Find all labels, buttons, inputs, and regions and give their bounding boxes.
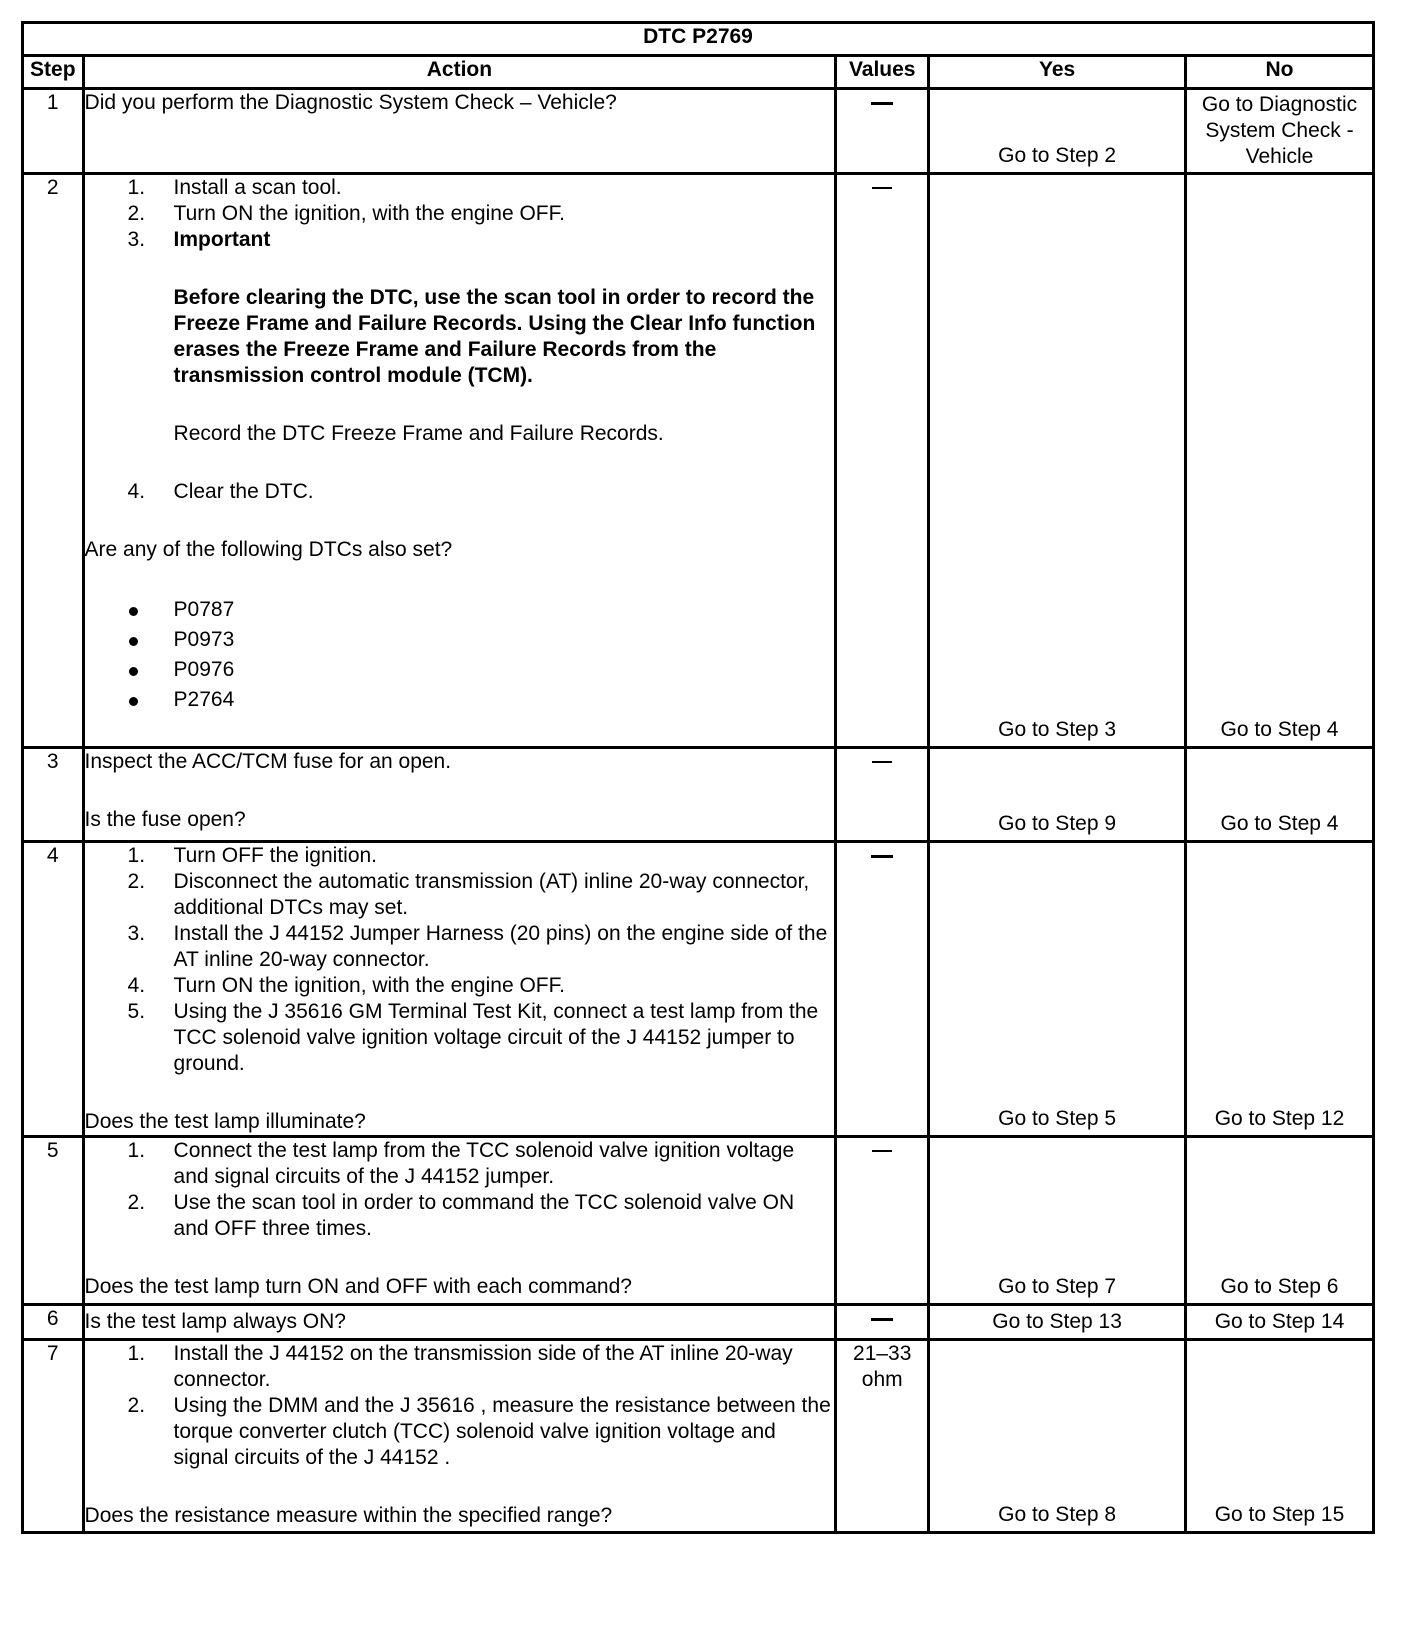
step-number: 1: [23, 89, 84, 174]
important-label: Important: [173, 228, 271, 251]
table-title: DTC P2769: [23, 23, 1374, 56]
header-yes: Yes: [929, 56, 1186, 89]
action-question: Are any of the following DTCs also set?: [84, 538, 453, 561]
list-item: [85, 843, 835, 869]
action-question: Does the resistance measure within the specified range?: [84, 1504, 613, 1527]
dtc-list-item: [85, 625, 835, 655]
dtc-code: P0973: [173, 628, 235, 651]
table-row-step-1: [23, 89, 1374, 174]
action-cell: [83, 1340, 836, 1533]
yes-cell: [929, 842, 1186, 1137]
list-text: Turn ON the ignition, with the engine OFF.: [173, 202, 565, 225]
list-text: Connect the test lamp from the TCC solenoid valve ignition voltage and signal circuits of the J 44152 jumper.: [173, 1139, 795, 1188]
bullet-icon: [129, 637, 138, 646]
dtc-table-container: [21, 21, 1375, 1534]
yes-cell: [929, 1305, 1186, 1340]
list-item: [85, 479, 835, 505]
list-text: Using the J 35616 GM Terminal Test Kit, connect a test lamp from the TCC solenoid valve ignition voltage circuit of the J 44152 jumper to ground.: [173, 1000, 819, 1075]
list-item: [85, 973, 835, 999]
list-text: Clear the DTC.: [173, 480, 314, 503]
action-steps-continued: [85, 479, 835, 505]
action-cell: [83, 89, 836, 174]
list-item: [85, 227, 835, 253]
no-cell: [1185, 174, 1373, 748]
yes-cell: [929, 1137, 1186, 1305]
values-dash: [872, 761, 892, 763]
step-number: 2: [23, 174, 84, 748]
list-text: Install the J 44152 on the transmission side of the AT inline 20-way connector.: [173, 1342, 793, 1391]
no-cell: [1185, 1305, 1373, 1340]
yes-action: Go to Step 7: [998, 1275, 1117, 1298]
list-text: Turn ON the ignition, with the engine OFF.: [173, 974, 565, 997]
table-row-step-5: [23, 1137, 1374, 1305]
table-row-step-7: [23, 1340, 1374, 1533]
header-row: [23, 56, 1374, 89]
dtc-code: P0976: [173, 658, 235, 681]
list-text: Disconnect the automatic transmission (AT) inline 20-way connector, additional DTCs may set.: [173, 870, 810, 919]
list-item: [85, 1138, 835, 1190]
yes-action: Go to Step 9: [998, 812, 1117, 835]
list-number: 5.: [127, 1000, 146, 1023]
yes-action: Go to Step 2: [998, 144, 1117, 167]
yes-cell: [929, 174, 1186, 748]
table-row-step-2: [23, 174, 1374, 748]
list-number: 2.: [127, 870, 146, 893]
list-number: 3.: [127, 922, 146, 945]
header-values: Values: [836, 56, 929, 89]
list-item: [85, 201, 835, 227]
list-text: Install the J 44152 Jumper Harness (20 pins) on the engine side of the AT inline 20-way connector.: [173, 922, 828, 971]
no-cell: [1185, 89, 1373, 174]
values-dash: [871, 1318, 893, 1321]
yes-cell: [929, 748, 1186, 842]
no-action: Go to Diagnostic System Check - Vehicle: [1201, 93, 1358, 168]
action-steps: [85, 1341, 835, 1471]
action-steps: [85, 1138, 835, 1242]
important-note: Before clearing the DTC, use the scan tool in order to record the Freeze Frame and Failure Records. Using the Clear Info function erases the Freeze Frame and Failure Records from the transmission control module (TCM).: [173, 286, 816, 387]
step-number: 3: [23, 748, 84, 842]
list-number: 3.: [127, 228, 146, 251]
dtc-table: [21, 21, 1375, 1534]
dtc-list-item: [85, 595, 835, 625]
no-action: Go to Step 4: [1220, 812, 1339, 835]
list-item: [85, 921, 835, 973]
list-item: [85, 999, 835, 1077]
values-dash: [871, 102, 893, 105]
yes-action: Go to Step 13: [992, 1310, 1122, 1333]
list-text: Using the DMM and the J 35616 , measure the resistance between the torque converter clutch (TCC) solenoid valve ignition voltage and signal circuits of the J 44152 .: [173, 1394, 831, 1469]
yes-action: Go to Step 8: [998, 1503, 1117, 1526]
values-dash: [872, 1150, 892, 1152]
no-cell: [1185, 842, 1373, 1137]
bullet-icon: [129, 607, 138, 616]
list-number: 4.: [127, 480, 146, 503]
no-action: Go to Step 12: [1214, 1107, 1345, 1130]
values-cell: [836, 1305, 929, 1340]
list-number: 4.: [127, 974, 146, 997]
yes-cell: [929, 89, 1186, 174]
action-question: Is the test lamp always ON?: [84, 1310, 346, 1333]
bullet-icon: [129, 697, 138, 706]
no-cell: [1185, 1137, 1373, 1305]
action-text: Inspect the ACC/TCM fuse for an open.: [84, 750, 452, 773]
action-cell: [83, 842, 836, 1137]
values-cell: [836, 842, 929, 1137]
values-cell: [836, 1340, 929, 1533]
list-number: 1.: [127, 844, 146, 867]
no-action: Go to Step 15: [1214, 1503, 1345, 1526]
action-cell: [83, 1137, 836, 1305]
yes-cell: [929, 1340, 1186, 1533]
title-row: [23, 23, 1374, 56]
step-number: 5: [23, 1137, 84, 1305]
yes-action: Go to Step 5: [998, 1107, 1117, 1130]
dtc-list-item: [85, 655, 835, 685]
no-action: Go to Step 14: [1214, 1310, 1345, 1333]
no-cell: [1185, 748, 1373, 842]
list-number: 1.: [127, 1342, 146, 1365]
list-text: Install a scan tool.: [173, 176, 342, 199]
values-cell: [836, 1137, 929, 1305]
values-cell: [836, 89, 929, 174]
step-number: 6: [23, 1305, 84, 1340]
bullet-icon: [129, 667, 138, 676]
dtc-code: P2764: [173, 688, 235, 711]
step-number: 7: [23, 1340, 84, 1533]
values-dash: [872, 187, 892, 189]
values-cell: [836, 174, 929, 748]
list-item: [85, 1341, 835, 1393]
header-step: Step: [23, 56, 84, 89]
action-question: Is the fuse open?: [84, 808, 246, 831]
list-number: 2.: [127, 202, 146, 225]
dtc-code: P0787: [173, 598, 235, 621]
list-number: 2.: [127, 1191, 146, 1214]
table-row-step-3: [23, 748, 1374, 842]
table-row-step-4: [23, 842, 1374, 1137]
step-number: 4: [23, 842, 84, 1137]
values-unit: ohm: [861, 1368, 903, 1391]
table-row-step-6: [23, 1305, 1374, 1340]
values-dash: [871, 855, 893, 858]
no-action: Go to Step 4: [1220, 718, 1339, 741]
values-cell: [836, 748, 929, 842]
yes-action: Go to Step 3: [998, 718, 1117, 741]
list-number: 1.: [127, 176, 146, 199]
list-item: [85, 1190, 835, 1242]
list-text: Use the scan tool in order to command the TCC solenoid valve ON and OFF three times.: [173, 1191, 795, 1240]
no-action: Go to Step 6: [1220, 1275, 1339, 1298]
action-steps: [85, 175, 835, 253]
action-cell: [83, 174, 836, 748]
action-question: Does the test lamp illuminate?: [84, 1110, 366, 1133]
values-range: 21–33: [853, 1342, 912, 1365]
list-item: [85, 175, 835, 201]
action-cell: [83, 1305, 836, 1340]
action-question: Did you perform the Diagnostic System Check – Vehicle?: [84, 91, 617, 114]
action-steps: [85, 843, 835, 1077]
header-action: Action: [83, 56, 836, 89]
action-question: Does the test lamp turn ON and OFF with each command?: [84, 1275, 632, 1298]
list-number: 2.: [127, 1394, 146, 1417]
no-cell: [1185, 1340, 1373, 1533]
record-instruction: Record the DTC Freeze Frame and Failure Records.: [173, 422, 664, 445]
list-item: [85, 869, 835, 921]
header-no: No: [1185, 56, 1373, 89]
list-text: Turn OFF the ignition.: [173, 844, 378, 867]
dtc-list: [85, 595, 835, 715]
dtc-list-item: [85, 685, 835, 715]
list-number: 1.: [127, 1139, 146, 1162]
action-cell: [83, 748, 836, 842]
list-item: [85, 1393, 835, 1471]
